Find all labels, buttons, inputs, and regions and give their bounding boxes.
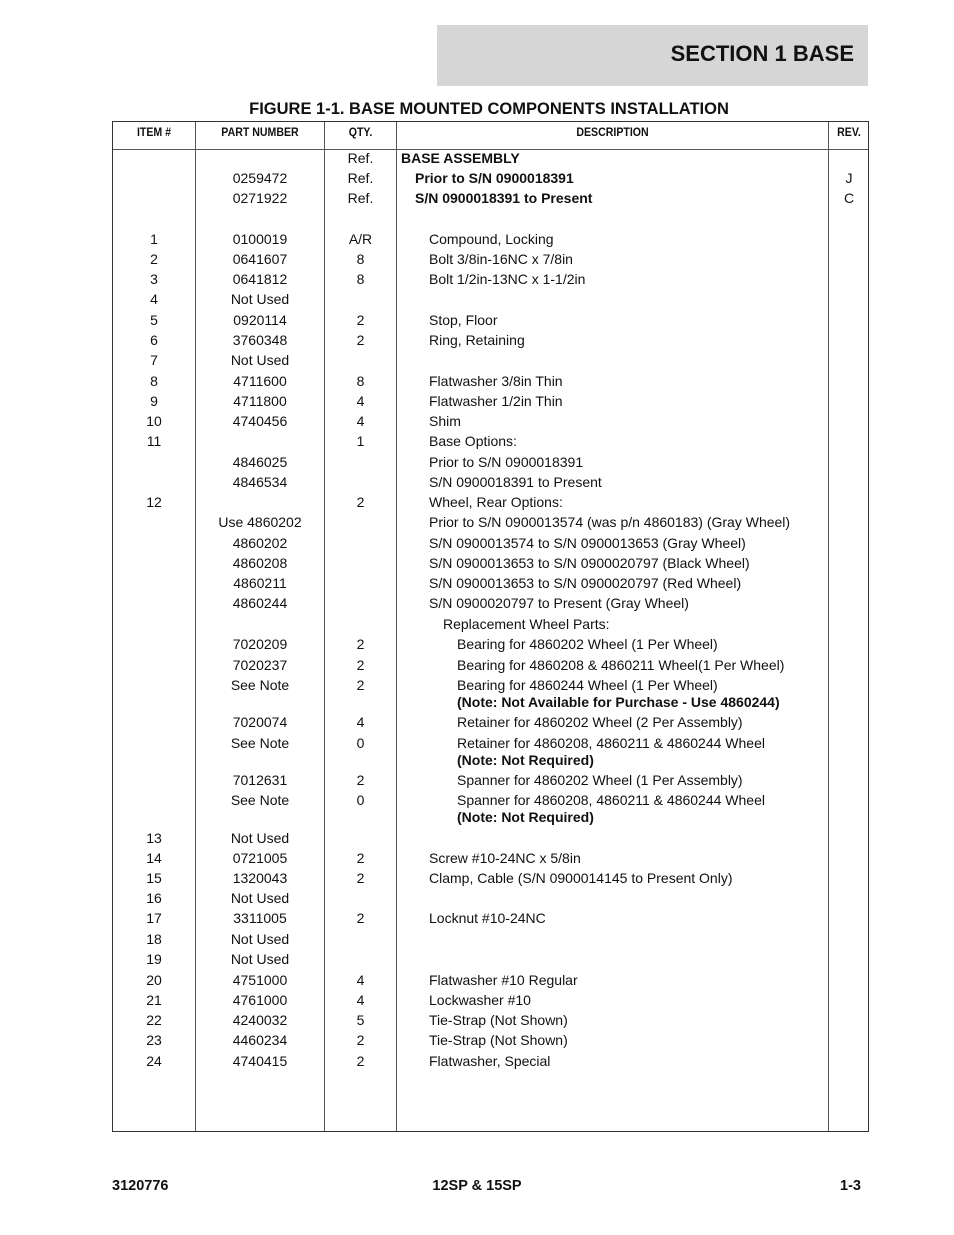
item-cell: 20 [146, 972, 162, 988]
description-text: Spanner for 4860202 Wheel (1 Per Assembly) [457, 772, 743, 788]
description-cell [457, 792, 765, 826]
part-number-cell: See Note [230, 792, 290, 808]
qty-cell: Ref. [347, 150, 374, 166]
part-number-cell: 4860211 [233, 575, 287, 591]
description-cell [429, 494, 563, 511]
description-text: Flatwasher 1/2in Thin [429, 393, 563, 409]
item-cell: 23 [146, 1032, 162, 1048]
qty-cell: 4 [356, 714, 365, 730]
description-note: (Note: Not Required) [457, 809, 594, 825]
part-number-cell: 4740415 [232, 1053, 288, 1069]
qty-cell: 4 [356, 972, 365, 988]
description-cell [429, 514, 790, 531]
description-cell [429, 1012, 568, 1029]
footer-doc-number: 3120776 [112, 1178, 169, 1194]
description-text: S/N 0900018391 to Present [415, 190, 593, 206]
description-cell [429, 332, 525, 349]
part-number-cell: 4860202 [232, 535, 288, 551]
part-number-cell: 4711600 [233, 373, 287, 389]
description-cell [457, 636, 718, 653]
description-cell [429, 555, 750, 572]
description-text: Tie-Strap (Not Shown) [429, 1032, 568, 1048]
description-text: Ring, Retaining [429, 332, 525, 348]
qty-cell: 2 [356, 910, 365, 926]
header-part-number: PART NUMBER [221, 127, 299, 139]
qty-cell: 4 [356, 393, 365, 409]
description-cell [429, 271, 585, 288]
description-text: Bearing for 4860208 & 4860211 Wheel(1 Per Wheel) [457, 657, 785, 673]
part-number-cell: 7020209 [232, 636, 288, 652]
description-note: (Note: Not Available for Purchase - Use 4860244) [457, 694, 780, 710]
description-text: S/N 0900013653 to S/N 0900020797 (Black Wheel) [429, 555, 750, 571]
qty-cell: 1 [356, 433, 365, 449]
description-note: (Note: Not Required) [457, 752, 594, 768]
qty-cell: 2 [356, 772, 365, 788]
description-cell [415, 190, 592, 207]
description-cell [429, 870, 733, 887]
part-number-cell: 4740456 [232, 413, 288, 429]
qty-cell: 2 [356, 636, 365, 652]
qty-cell: 2 [356, 657, 365, 673]
description-text: Flatwasher 3/8in Thin [429, 373, 563, 389]
item-cell: 19 [146, 951, 162, 967]
description-cell [457, 657, 784, 674]
part-number-cell: 7020237 [232, 657, 288, 673]
part-number-cell: Use 4860202 [218, 514, 302, 530]
description-text: Screw #10-24NC x 5/8in [429, 850, 581, 866]
item-cell: 15 [146, 870, 162, 886]
qty-cell: Ref. [347, 190, 374, 206]
item-cell: 5 [150, 312, 158, 328]
item-cell: 22 [146, 1012, 162, 1028]
description-cell [429, 433, 517, 450]
part-number-cell: See Note [230, 677, 290, 693]
part-number-cell: 4860208 [232, 555, 288, 571]
part-number-cell: 4846534 [232, 474, 288, 490]
part-number-cell: 4711800 [233, 393, 287, 409]
qty-cell: 2 [356, 1032, 365, 1048]
part-number-cell: 0721005 [232, 850, 288, 866]
description-cell [443, 616, 610, 633]
description-text: Flatwasher, Special [429, 1053, 551, 1069]
description-text: Retainer for 4860202 Wheel (2 Per Assembly) [457, 714, 743, 730]
description-text: Clamp, Cable (S/N 0900014145 to Present Only) [429, 870, 733, 886]
description-cell [401, 150, 520, 167]
description-cell [429, 474, 602, 491]
item-cell: 13 [146, 830, 162, 846]
part-number-cell: Not Used [230, 291, 290, 307]
part-number-cell: 4460234 [232, 1032, 288, 1048]
qty-cell: 5 [356, 1012, 365, 1028]
header-qty: QTY. [348, 127, 373, 139]
part-number-cell: 4240032 [232, 1012, 288, 1028]
item-cell: 16 [146, 890, 162, 906]
description-cell [429, 373, 563, 390]
description-text: S/N 0900018391 to Present [429, 474, 602, 490]
qty-cell: 4 [356, 992, 365, 1008]
rev-cell: J [845, 170, 853, 186]
part-number-cell: 4846025 [232, 454, 288, 470]
part-number-cell: 0920114 [233, 312, 287, 328]
footer-model: 12SP & 15SP [432, 1178, 522, 1194]
figure-title: FIGURE 1-1. BASE MOUNTED COMPONENTS INSTALLATION [249, 100, 729, 118]
column-divider [828, 122, 829, 1131]
description-text: S/N 0900020797 to Present (Gray Wheel) [429, 595, 689, 611]
item-cell: 14 [146, 850, 162, 866]
description-cell [415, 170, 574, 187]
section-title: SECTION 1 BASE [670, 41, 854, 66]
description-text: S/N 0900013653 to S/N 0900020797 (Red Wheel) [429, 575, 742, 591]
part-number-cell: 4751000 [232, 972, 288, 988]
description-cell [457, 735, 765, 769]
description-cell [457, 714, 743, 731]
qty-cell: 2 [356, 494, 365, 510]
description-cell [429, 1053, 550, 1070]
header-rev: REV. [837, 127, 861, 139]
description-cell [429, 1032, 568, 1049]
qty-cell: 8 [356, 373, 365, 389]
description-text: S/N 0900013574 to S/N 0900013653 (Gray Wheel) [429, 535, 746, 551]
item-cell: 12 [146, 494, 162, 510]
part-number-cell: See Note [230, 735, 290, 751]
qty-cell: 4 [356, 413, 365, 429]
description-cell [457, 772, 743, 789]
description-cell [429, 231, 554, 248]
description-cell [429, 910, 546, 927]
item-cell: 24 [146, 1053, 162, 1069]
part-number-cell: 4761000 [232, 992, 288, 1008]
description-cell [429, 393, 563, 410]
item-cell: 8 [150, 373, 158, 389]
description-cell [429, 454, 583, 471]
qty-cell: 8 [356, 271, 365, 287]
description-text: Bolt 1/2in-13NC x 1-1/2in [429, 271, 586, 287]
parts-table [112, 121, 869, 1132]
rev-cell: C [843, 190, 855, 206]
description-text: Lockwasher #10 [429, 992, 531, 1008]
part-number-cell: 0259472 [232, 170, 288, 186]
part-number-cell: Not Used [230, 951, 290, 967]
description-text: Compound, Locking [429, 231, 554, 247]
part-number-cell: 3311005 [233, 910, 287, 926]
part-number-cell: 7020074 [232, 714, 288, 730]
header-description: DESCRIPTION [576, 127, 649, 139]
description-text: Base Options: [429, 433, 517, 449]
header-item: ITEM # [136, 127, 172, 139]
description-text: Prior to S/N 0900013574 (was p/n 4860183) (Gray Wheel) [429, 514, 791, 530]
description-text: Replacement Wheel Parts: [443, 616, 610, 632]
qty-cell: 0 [356, 735, 365, 751]
item-cell: 17 [146, 910, 162, 926]
item-cell: 6 [150, 332, 158, 348]
footer-page-number: 1-3 [840, 1178, 861, 1194]
description-text: Retainer for 4860208, 4860211 & 4860244 Wheel [457, 735, 765, 751]
description-text: BASE ASSEMBLY [401, 150, 520, 166]
description-cell [429, 972, 578, 989]
part-number-cell: 0641812 [232, 271, 288, 287]
description-cell [429, 413, 461, 430]
part-number-cell: 7012631 [232, 772, 288, 788]
qty-cell: 2 [356, 850, 365, 866]
item-cell: 10 [146, 413, 162, 429]
description-text: Stop, Floor [429, 312, 498, 328]
qty-cell: Ref. [347, 170, 374, 186]
description-cell [429, 595, 689, 612]
description-cell [429, 535, 746, 552]
part-number-cell: Not Used [230, 830, 290, 846]
description-text: Spanner for 4860208, 4860211 & 4860244 Wheel [457, 792, 765, 808]
item-cell: 9 [150, 393, 158, 409]
part-number-cell: Not Used [230, 890, 290, 906]
item-cell: 7 [150, 352, 158, 368]
item-cell: 21 [146, 992, 162, 1008]
column-divider [396, 122, 397, 1131]
description-text: Flatwasher #10 Regular [429, 972, 578, 988]
description-text: Wheel, Rear Options: [429, 494, 563, 510]
part-number-cell: 0271922 [232, 190, 288, 206]
description-cell [429, 575, 741, 592]
qty-cell: 0 [356, 792, 365, 808]
description-text: Prior to S/N 0900018391 [429, 454, 584, 470]
part-number-cell: 3760348 [232, 332, 288, 348]
description-text: Prior to S/N 0900018391 [415, 170, 574, 186]
qty-cell: 2 [356, 312, 365, 328]
part-number-cell: Not Used [230, 931, 290, 947]
description-text: Bearing for 4860202 Wheel (1 Per Wheel) [457, 636, 718, 652]
description-text: Bolt 3/8in-16NC x 7/8in [429, 251, 573, 267]
description-text: Tie-Strap (Not Shown) [429, 1012, 568, 1028]
qty-cell: 2 [356, 870, 365, 886]
qty-cell: 8 [356, 251, 365, 267]
item-cell: 18 [146, 931, 162, 947]
description-text: Bearing for 4860244 Wheel (1 Per Wheel) [457, 677, 718, 693]
item-cell: 1 [150, 231, 158, 247]
description-cell [429, 992, 531, 1009]
item-cell: 4 [150, 291, 158, 307]
part-number-cell: Not Used [230, 352, 290, 368]
description-text: Shim [429, 413, 461, 429]
part-number-cell: 0100019 [232, 231, 288, 247]
description-cell [429, 850, 581, 867]
item-cell: 3 [150, 271, 158, 287]
description-cell [457, 677, 780, 711]
part-number-cell: 0641607 [232, 251, 288, 267]
part-number-cell: 4860244 [232, 595, 288, 611]
description-text: Locknut #10-24NC [429, 910, 546, 926]
qty-cell: A/R [348, 231, 373, 247]
description-cell [429, 312, 497, 329]
qty-cell: 2 [356, 677, 365, 693]
description-cell [429, 251, 573, 268]
part-number-cell: 1320043 [232, 870, 288, 886]
qty-cell: 2 [356, 332, 365, 348]
item-cell: 11 [146, 433, 162, 449]
section-banner [437, 25, 868, 86]
qty-cell: 2 [356, 1053, 365, 1069]
item-cell: 2 [150, 251, 158, 267]
